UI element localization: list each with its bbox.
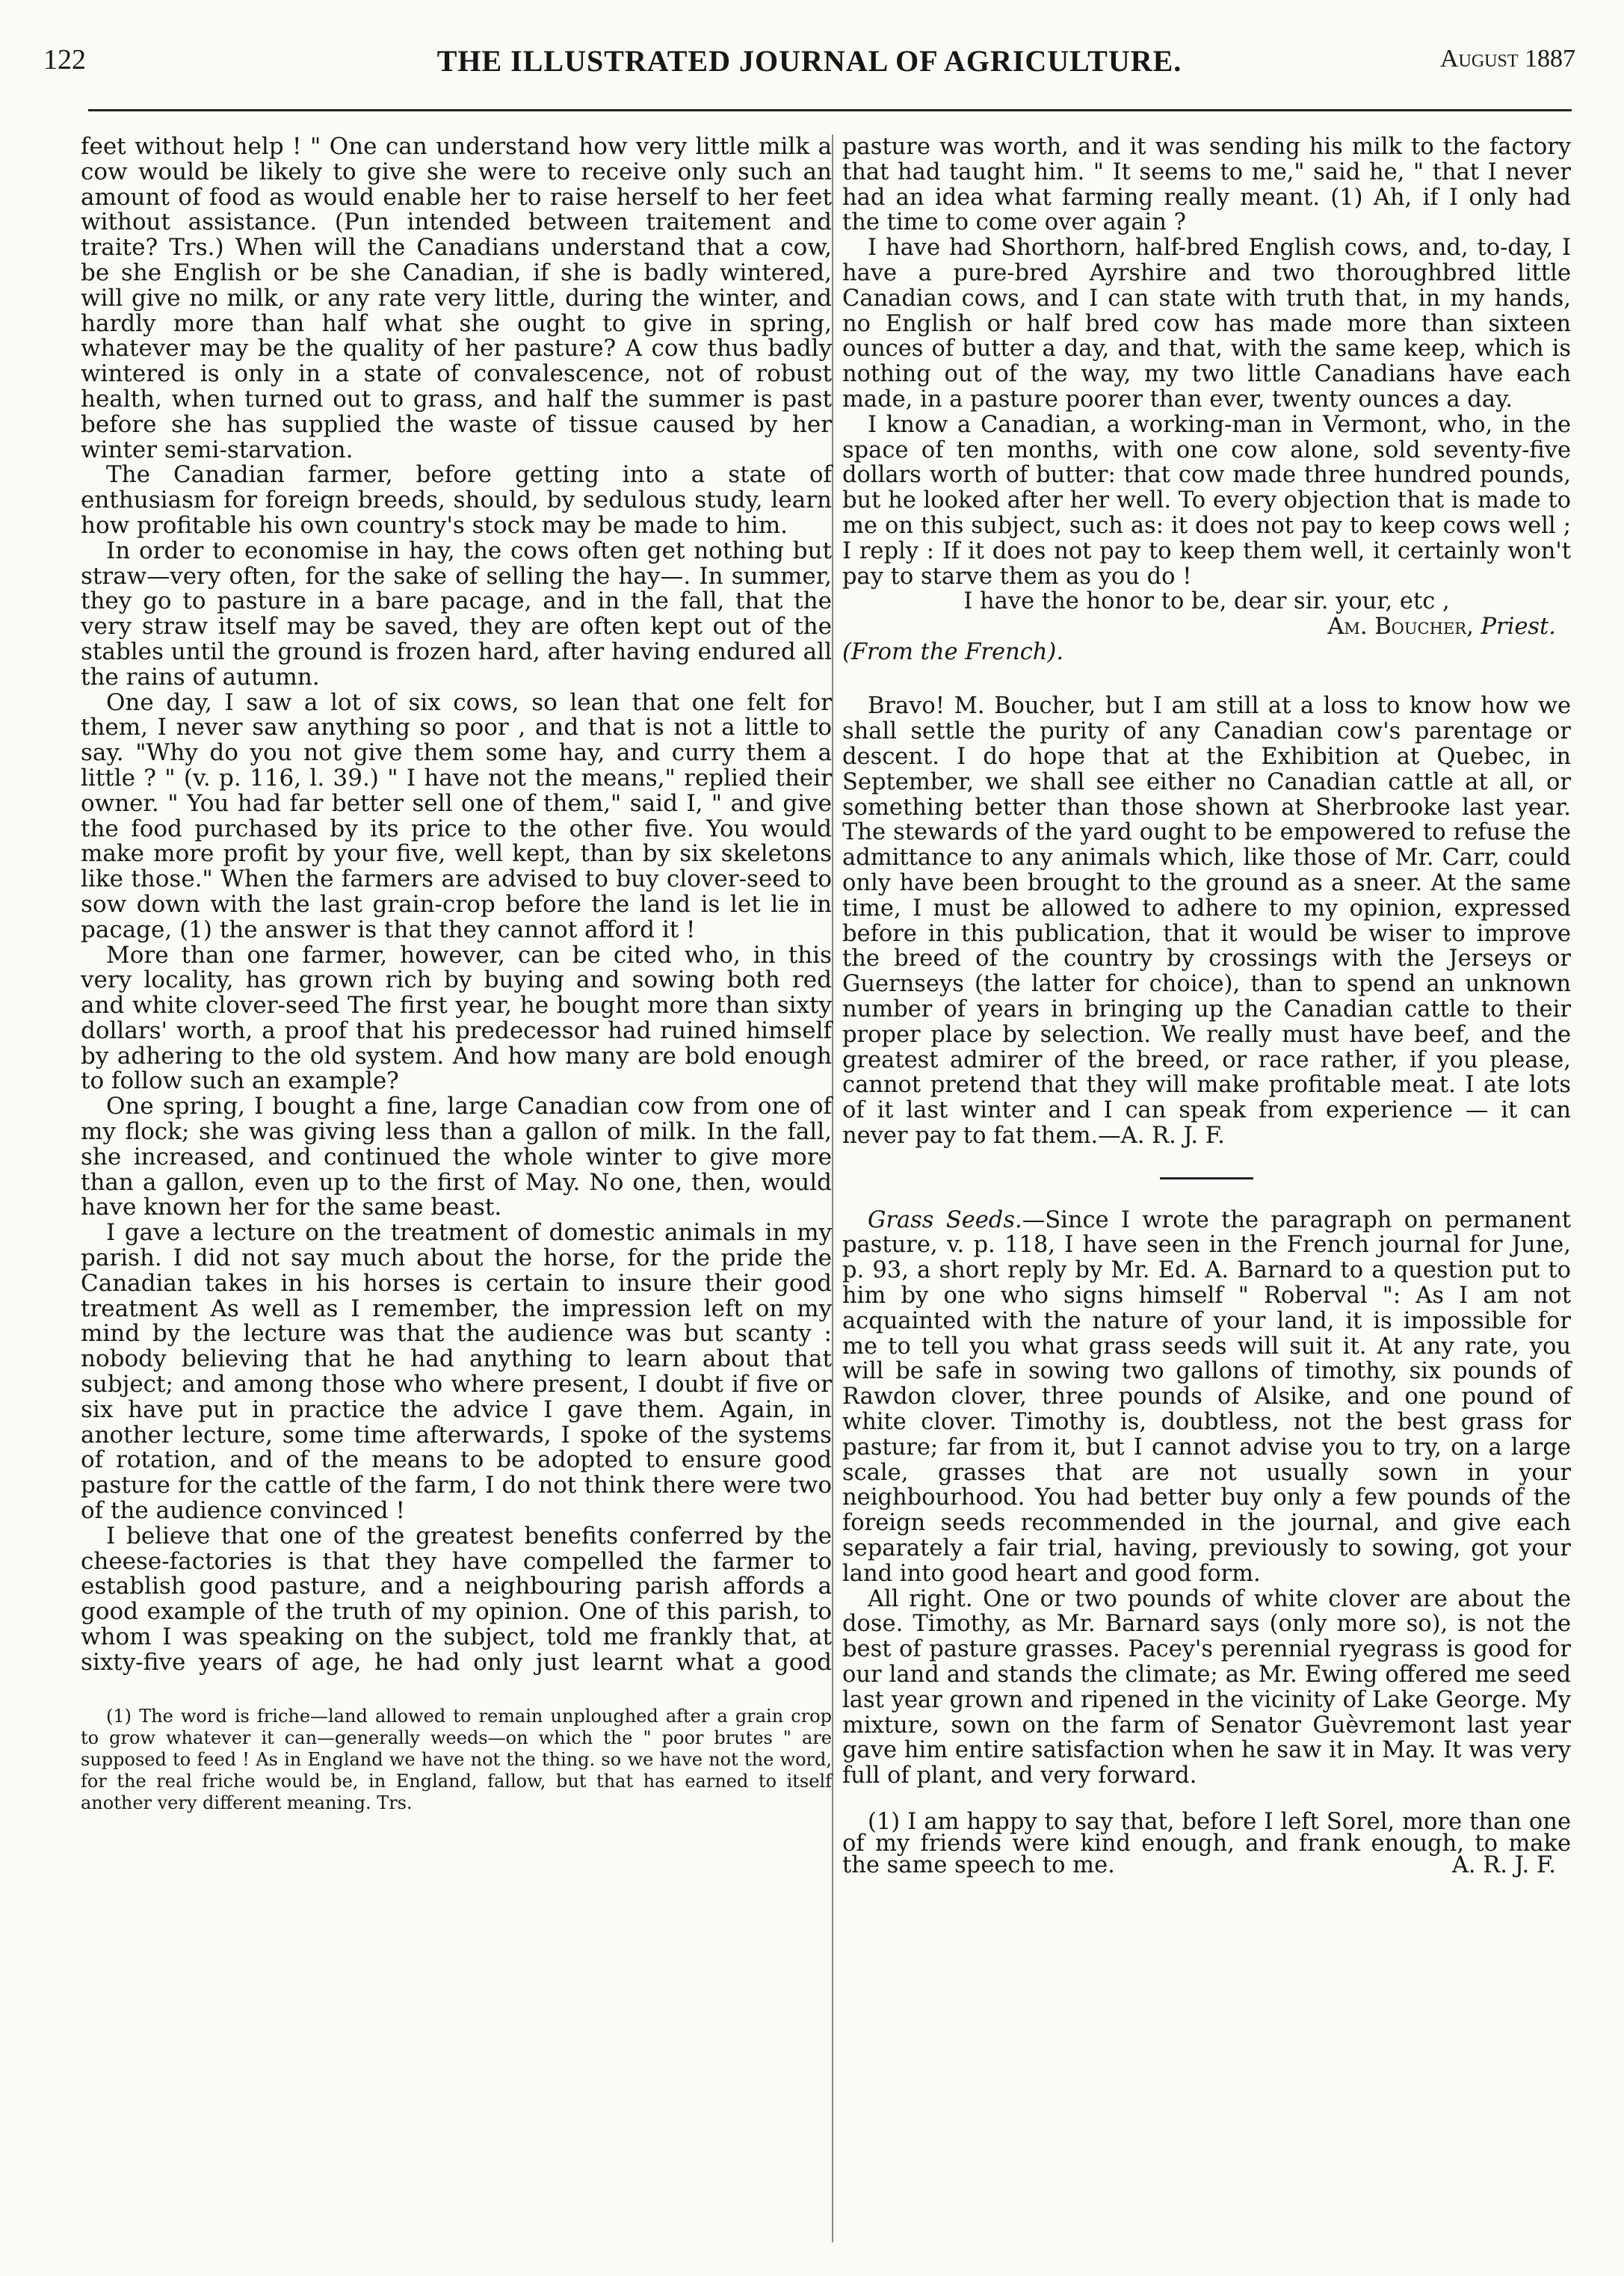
footnote-text: (1) I am happy to say that, before I left Sorel, more than one of my friends were kind enough, and frank enough, to make the same speech to me. <box>842 1809 1571 1879</box>
spacer <box>81 1676 832 1706</box>
spacer <box>842 1149 1571 1177</box>
spacer <box>842 665 1571 694</box>
journal-title: THE ILLUSTRATED JOURNAL OF AGRICULTURE. <box>436 44 1182 78</box>
paragraph: More than one farmer, however, can be cited who, in this very locality, has grown rich by buying and sowing both red and white clover-seed The first year, he bought more than sixty dollars' worth, a proof that his predecessor had ruined himself by adhering to the old system. And how many are bold enough to follow such an example? <box>81 941 832 1095</box>
paragraph: In order to economise in hay, the cows often get nothing but straw—very often, for the sake of selling the hay—. In summer, they go to pasture in a bare pacage, and in the fall, that the very straw itself may be saved, they are often kept out of the stables until the ground is frozen hard, after having endured all the rains of autumn. <box>81 537 832 691</box>
paragraph: feet without help ! " One can understand how very little milk a cow would be likely to give she were to receive only such an amount of food as would enable her to raise herself to her feet without assistance. (Pun intended between traitement and traite? Trs.) When will the Canadians understand that a cow, be she English or be she Canadian, if she is badly wintered, will give no milk, or any rate very little, during the winter, and hardly more than half what she ought to give in spring, whatever may be the quality of her pasture? A cow thus badly wintered is only in a state of convalescence, not of robust health, when turned out to grass, and half the summer is past before she has supplied the waste of tissue caused by her winter semi-starvation. <box>81 133 832 463</box>
running-head <box>43 43 1575 78</box>
footnote-signature: A. R. J. F. <box>1451 1852 1556 1879</box>
paragraph: I believe that one of the greatest benefits conferred by the cheese-factories is that they have compelled the farmer to establish good pasture, and a neighbouring parish affords a good example of the truth of my opinion. One of this parish, to whom I was speaking on the subject, told me frankly that, at sixty-five years of age, he had only just learnt what a good <box>81 1522 832 1676</box>
source-note: (From the French). <box>842 639 1064 666</box>
issue-date: August 1887 <box>1439 45 1575 73</box>
letter-signoff: I have the honor to be, dear sir. your, etc , <box>963 588 1450 615</box>
right-column <box>842 135 1571 2242</box>
signature-title: Priest. <box>1481 614 1556 641</box>
paragraph: One day, I saw a lot of six cows, so lean that one felt for them, I never saw anything so poor , and that is not a little to say. "Why do you not give them some hay, and curry them a little ? " (v. p. 116, l. 39.) " I have not the means," replied their owner. " You had far better sell one of them," said I, " and give the food purchased by its price to the other five. You would make more profit by your five, well kept, than by six skeletons like those." When the farmers are advised to buy clover-seed to sow down with the last grain-crop before the land is let lie in pacage, (1) the answer is that they cannot afford it ! <box>81 688 832 943</box>
left-column <box>81 135 832 2242</box>
letter-signature <box>842 614 1571 640</box>
paragraph: pasture was worth, and it was sending his milk to the factory that had taught him. " It seems to me," said he, " that I never had an idea what farming really meant. (1) Ah, if I only had the time to come over again ? <box>842 134 1571 236</box>
header-rule <box>88 109 1572 111</box>
page-number: 122 <box>43 44 86 75</box>
editor-comment: Bravo! M. Boucher, but I am still at a loss to know how we shall settle the purity of any Canadian cow's parentage or descent. I do hope that at the Exhibition at Quebec, in September, we shall see either no Canadian cattle at all, or something better than those shown at Sherbrooke last year. The stewards of the yard ought to be empowered to refuse the admittance to any animals which, like those of Mr. Carr, could only have been brought to the ground as a sneer. At the same time, I must be allowed to adhere to my opinion, expressed before in this publication, that it would be wiser to improve the breed of the country by crossings with the Jerseys or Guernseys (the latter for choice), than to spend an unknown number of years in bringing up the Canadian cattle to their proper place by selection. We really must have beef, and the greatest admirer of the breed, or race rather, if you please, cannot pretend that they will make profitable meat. I ate lots of it last winter and I can speak from experience — it can never pay to fat them.—A. R. J. F. <box>842 693 1571 1149</box>
paragraph: The Canadian farmer, before getting into a state of enthusiasm for foreign breeds, should, by sedulous study, learn how profitable his own country's stock may be made to him. <box>81 461 832 539</box>
spacer <box>842 1789 1571 1811</box>
signature-name: Am. Boucher, <box>1327 614 1474 641</box>
grass-seeds-paragraph <box>842 1208 1571 1587</box>
paragraph: I have had Shorthorn, half-bred English cows, and, to-day, I have a pure-bred Ayrshire and two thoroughbred little Canadian cows, and I can state with truth that, in my hands, no English or half bred cow has made more than sixteen ounces of butter a day, and that, with the same keep, which is nothing out of the way, my two little Canadians have each made, in a pasture poorer than ever, twenty ounces a day. <box>842 235 1571 413</box>
grass-seeds-text: —Since I wrote the paragraph on permanent pasture, v. p. 118, I have seen in the French journal for June, p. 93, a short reply by Mr. Ed. A. Barnard to a question put to him by one who signs himself " Roberval ": As I am not acquainted with the nature of your land, it is impossible for me to tell you what grass seeds will suit it. At any rate, you will be safe in sowing two gallons of timothy, six pounds of Rawdon clover, three pounds of Alsike, and one pound of white clover. Timothy is, doubtless, not the best grass for pasture; far from it, but I cannot advise you to try, on a large scale, grasses that are not usually sown in your neighbourhood. You had better buy only a few pounds of the foreign seeds recommended in the journal, and give each separately a fair trial, having, previously to sowing, got your land into good heart and good form. <box>842 1206 1572 1587</box>
spacer <box>842 1179 1571 1208</box>
paragraph: I gave a lecture on the treatment of domestic animals in my parish. I did not say much about the horse, for the pride the Canadian takes in his horses is certain to insure their good treatment As well as I remember, the impression left on my mind by the lecture was that the audience was but scanty : nobody believing that he had anything to learn about that subject; and among those who where present, I doubt if five or six have put in practice the advice I gave them. Again, in another lecture, some time afterwards, I spoke of the systems of rotation, and of the means to be adopted to ensure good pasture for the cattle of the farm, I do not think there were two of the audience convinced ! <box>81 1219 832 1525</box>
paragraph: All right. One or two pounds of white clover are about the dose. Timothy, as Mr. Barnard says (only more so), is not the best of pasture grasses. Pacey's perennial ryegrass is good for our land and stands the climate; as Mr. Ewing offered me seed last year grown and ripened in the vicinity of Lake George. My mixture, sown on the farm of Senator Guèvremont last year gave him entire satisfaction when he saw it in May. It was very full of plant, and very forward. <box>842 1585 1571 1789</box>
footnote: (1) The word is friche—land allowed to remain unploughed after a grain crop to grow whatever it can—generally weeds—on which the " poor brutes " are supposed to feed ! As in England we have not the thing. so we have not the word, for the real friche would be, in England, fallow, but that has earned to itself another very different meaning. Trs. <box>81 1705 832 1813</box>
paragraph: One spring, I bought a fine, large Canadian cow from one of my flock; she was giving less than a gallon of milk. In the fall, she increased, and continued the whole winter to give more than a gallon, even up to the first of May. No one, then, would have known her for the same beast. <box>81 1093 832 1221</box>
grass-seeds-heading: Grass Seeds. <box>868 1206 1022 1233</box>
paragraph: I know a Canadian, a working-man in Vermont, who, in the space of ten months, with one cow alone, sold seventy-five dollars worth of butter: that cow made three hundred pounds, but he looked after her well. To every objection that is made to me on this subject, such as: it does not pay to keep cows well ; I reply : If it does not pay to keep them well, it certainly won't pay to starve them as you do ! <box>842 411 1572 590</box>
footnote <box>842 1809 1571 1879</box>
column-divider <box>832 135 833 2242</box>
